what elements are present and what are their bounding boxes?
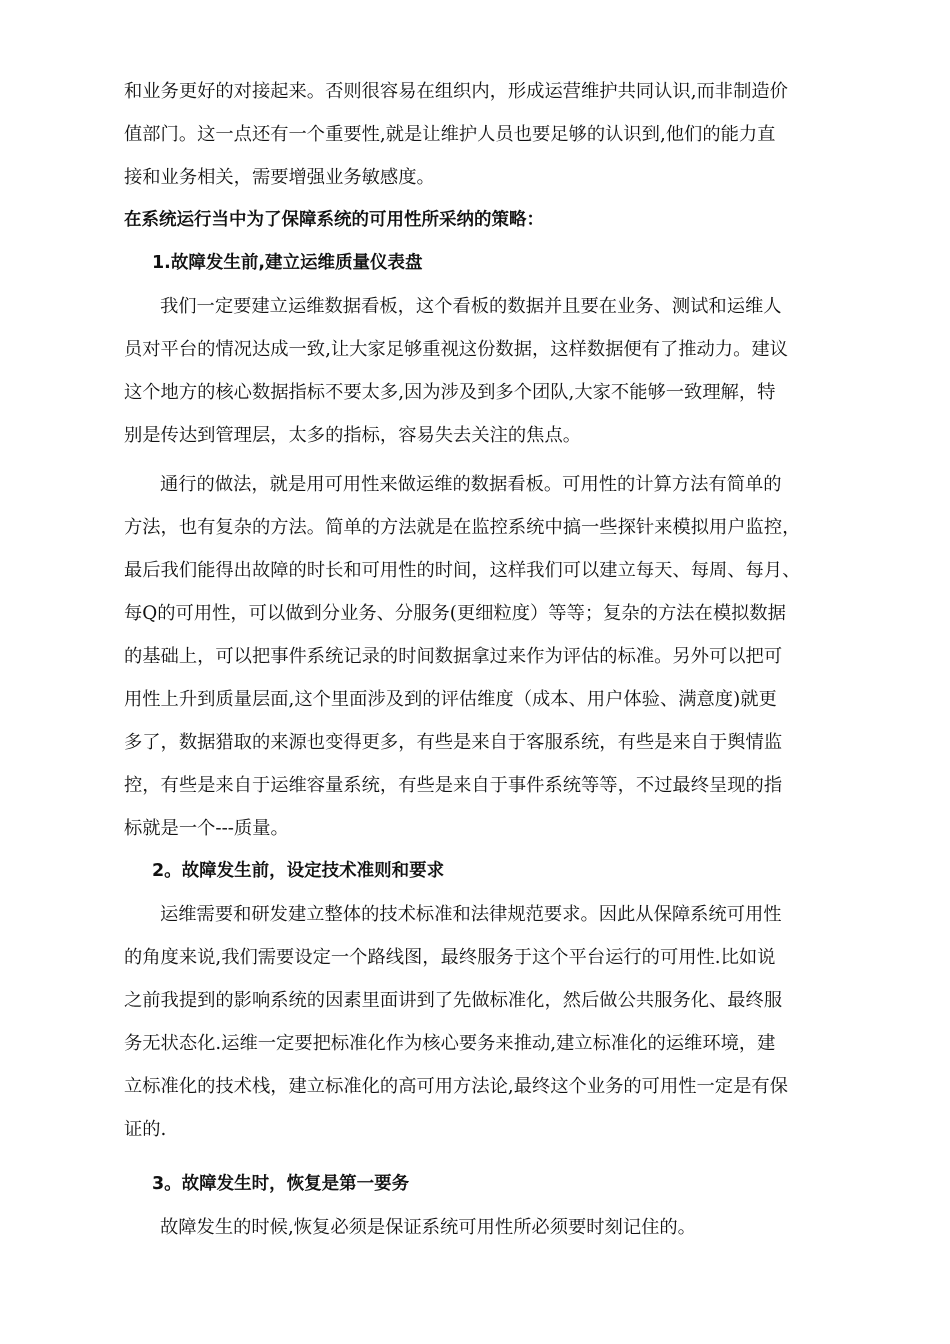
text-line: 多了，数据猎取的来源也变得更多，有些是来自于客服系统，有些是来自于舆情监 <box>124 732 783 753</box>
text-line: 的基础上，可以把事件系统记录的时间数据拿过来作为评估的标准。另外可以把可 <box>124 646 783 667</box>
text-line: 务无状态化.运维一定要把标准化作为核心要务来推动,建立标准化的运维环境，建 <box>124 1033 776 1054</box>
text-line: 方法，也有复杂的方法。简单的方法就是在监控系统中搞一些探针来模拟用户监控， <box>124 517 801 538</box>
body-paragraph <box>124 463 836 850</box>
text-line: 我们一定要建立运维数据看板，这个看板的数据并且要在业务、测试和运维人 <box>160 296 782 317</box>
text-line: 证的. <box>124 1119 167 1140</box>
text-line: 立标准化的技术栈，建立标准化的高可用方法论,最终这个业务的可用性一定是有保 <box>124 1076 788 1097</box>
text-line: 和业务更好的对接起来。否则很容易在组织内，形成运营维护共同认识,而非制造价 <box>124 81 788 102</box>
text-line: 控，有些是来自于运维容量系统，有些是来自于事件系统等等，不过最终呈现的指 <box>124 775 783 796</box>
text-line: 的角度来说,我们需要设定一个路线图，最终服务于这个平台运行的可用性.比如说 <box>124 947 776 968</box>
text-line: 标就是一个---质量。 <box>124 818 289 839</box>
document-page <box>124 70 836 1249</box>
text-line: 员对平台的情况达成一致,让大家足够重视这份数据，这样数据便有了推动力。建议 <box>124 339 788 360</box>
item-heading: 3。故障发生时，恢复是第一要务 <box>152 1174 410 1194</box>
text-line: 之前我提到的影响系统的因素里面讲到了先做标准化，然后做公共服务化、最终服 <box>124 990 783 1011</box>
text-line: 故障发生的时候,恢复必须是保证系统可用性所必须要时刻记住的。 <box>160 1217 696 1238</box>
text-line: 值部门。这一点还有一个重要性,就是让维护人员也要足够的认识到,他们的能力直 <box>124 124 776 145</box>
text-line: 通行的做法，就是用可用性来做运维的数据看板。可用性的计算方法有简单的 <box>160 474 782 495</box>
text-line: 每Q的可用性，可以做到分业务、分服务(更细粒度）等等；复杂的方法在模拟数据 <box>124 603 786 624</box>
item-heading: 2。故障发生前，设定技术准则和要求 <box>152 861 445 881</box>
text-line: 运维需要和研发建立整体的技术标准和法律规范要求。因此从保障系统可用性 <box>160 904 782 925</box>
text-line: 接和业务相关，需要增强业务敏感度。 <box>124 167 435 188</box>
body-paragraph <box>124 1206 836 1249</box>
text-line: 这个地方的核心数据指标不要太多,因为涉及到多个团队,大家不能够一致理解，特 <box>124 382 776 403</box>
item-heading: 1.故障发生前,建立运维质量仪表盘 <box>152 253 423 273</box>
section-heading: 在系统运行当中为了保障系统的可用性所采纳的策略： <box>124 210 544 230</box>
intro-paragraph <box>124 70 836 199</box>
body-paragraph <box>124 285 836 457</box>
text-line: 最后我们能得出故障的时长和可用性的时间，这样我们可以建立每天、每周、每月、 <box>124 560 801 581</box>
body-paragraph <box>124 893 836 1151</box>
text-line: 用性上升到质量层面,这个里面涉及到的评估维度（成本、用户体验、满意度)就更 <box>124 689 777 710</box>
text-line: 别是传达到管理层，太多的指标，容易失去关注的焦点。 <box>124 425 582 446</box>
